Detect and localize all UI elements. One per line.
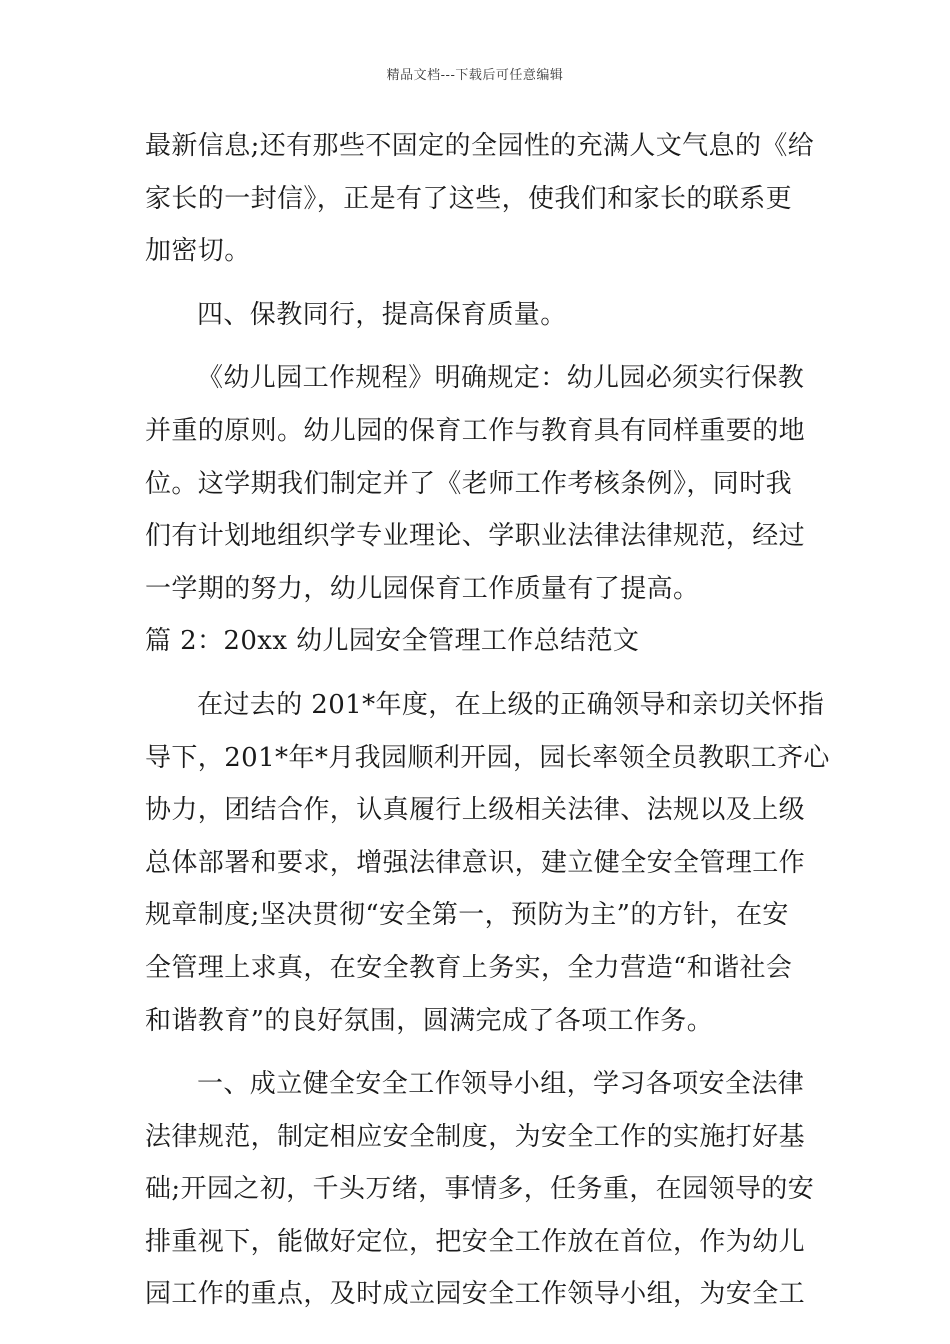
document-body bbox=[145, 120, 830, 1321]
text-line: 协力，团结合作，认真履行上级相关法律、法规以及上级 bbox=[145, 795, 806, 826]
text-line: 总体部署和要求，增强法律意识，建立健全安全管理工作 bbox=[145, 847, 806, 878]
text-line: 导下，201*年*月我园顺利开园，园长率领全员教职工齐心 bbox=[145, 742, 830, 773]
text-line: 最新信息;还有那些不固定的全园性的充满人文气息的《给 bbox=[145, 131, 815, 161]
paragraph bbox=[145, 679, 830, 1047]
text-line: 础;开园之初，千头万绪，事情多，任务重，在园领导的安 bbox=[145, 1174, 815, 1205]
text-line: 篇 2：20xx 幼儿园安全管理工作总结范文 bbox=[145, 626, 640, 657]
text-line: 并重的原则。幼儿园的保育工作与教育具有同样重要的地 bbox=[145, 415, 806, 446]
text-line: 们有计划地组织学专业理论、学职业法律法律规范，经过 bbox=[145, 521, 806, 552]
paragraph bbox=[145, 120, 815, 278]
section-heading bbox=[145, 289, 810, 342]
text-line: 法律规范，制定相应安全制度，为安全工作的实施打好基 bbox=[145, 1121, 806, 1152]
text-line: 加密切。 bbox=[145, 236, 251, 267]
text-line: 规章制度;坚决贯彻“安全第一，预防为主”的方针，在安 bbox=[145, 900, 789, 931]
text-line: 在过去的 201*年度，在上级的正确领导和亲切关怀指 bbox=[197, 689, 825, 720]
text-line: 四、保教同行，提高保育质量。 bbox=[197, 299, 567, 330]
page-header: 精品文档---下载后可任意编辑 bbox=[386, 68, 564, 83]
text-line: 《幼儿园工作规程》明确规定：幼儿园必须实行保教 bbox=[197, 363, 805, 394]
paragraph bbox=[145, 1058, 815, 1321]
text-line: 位。这学期我们制定并了《老师工作考核条例》，同时我 bbox=[145, 468, 793, 499]
paragraph bbox=[145, 352, 810, 615]
article-title bbox=[145, 615, 810, 668]
text-line: 排重视下，能做好定位，把安全工作放在首位，作为幼儿 bbox=[145, 1226, 806, 1257]
text-line: 一学期的努力，幼儿园保育工作质量有了提高。 bbox=[145, 573, 700, 604]
text-line: 家长的一封信》，正是有了这些，使我们和家长的联系更 bbox=[145, 183, 793, 214]
text-line: 园工作的重点，及时成立园安全工作领导小组，为安全工 bbox=[145, 1279, 806, 1310]
text-line: 和谐教育”的良好氛围，圆满完成了各项工作务。 bbox=[145, 1005, 714, 1036]
text-line: 全管理上求真，在安全教育上务实，全力营造“和谐社会 bbox=[145, 952, 793, 983]
text-line: 一、成立健全安全工作领导小组，学习各项安全法律 bbox=[197, 1069, 805, 1100]
